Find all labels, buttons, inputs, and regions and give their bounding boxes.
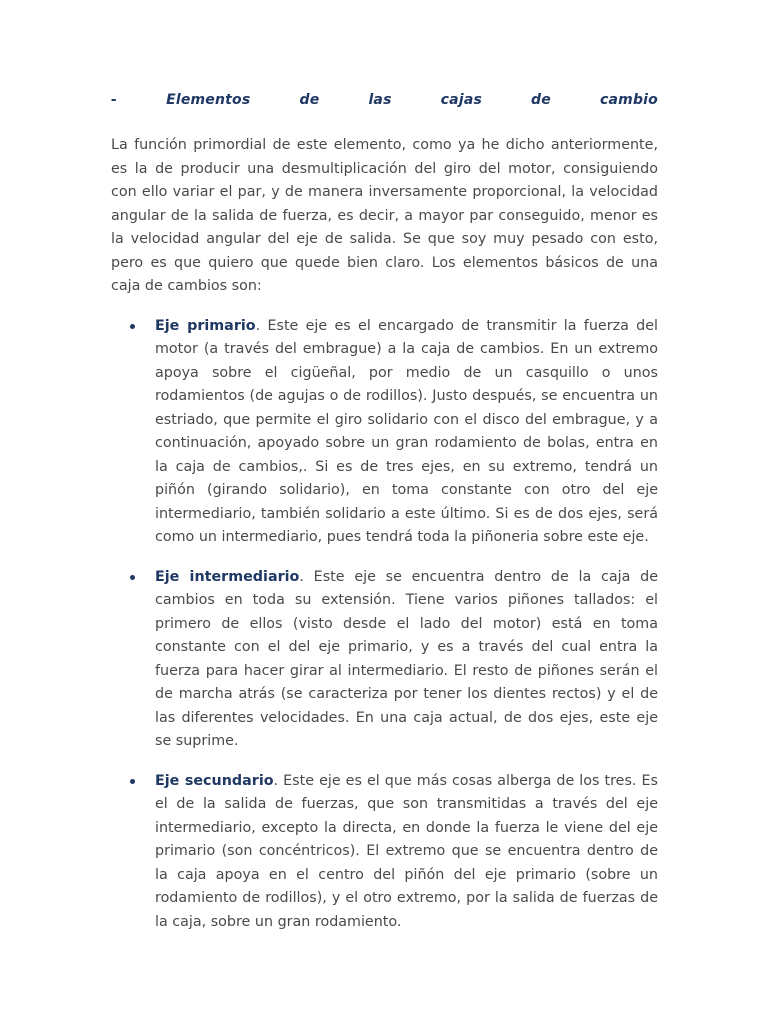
list-item: [111, 566, 658, 754]
heading-word: Elementos: [166, 92, 251, 108]
heading-word: de: [531, 92, 551, 108]
heading-word: de: [299, 92, 320, 108]
heading-word: cambio: [600, 92, 658, 108]
heading-word: las: [368, 92, 392, 108]
document-page: [111, 88, 658, 950]
item-term: Eje primario: [155, 317, 256, 334]
list-item: [111, 770, 658, 935]
item-text: . Este eje es el que más cosas alberga de los tres. Es el de la salida de fuerzas, que son transmitidas a través del eje intermediario, excepto la directa, en donde la fuerza le viene del eje primario (son concéntricos). El extremo que se encuentra dentro de la caja apoya en el centro del piñón del eje primario (sobre un rodamiento de rodillos), y el otro extremo, por la salida de fuerzas de la caja, sobre un gran rodamiento.: [155, 772, 658, 930]
item-text: . Este eje es el encargado de transmitir la fuerza del motor (a través del embrague) a la caja de cambios. En un extremo apoya sobre el cigüeñal, por medio de un casquillo o unos rodamientos (de agujas o de rodillos). Justo después, se encuentra un estriado, que permite el giro solidario con el disco del embrague, y a continuación, apoyado sobre un gran rodamiento de bolas, entra en la caja de cambios,. Si es de tres ejes, en su extremo, tendrá un piñón (girando solidario), en toma constante con otro del eje intermediario, también solidario a este último. Si es de dos ejes, será como un intermediario, pues tendrá toda la piñoneria sobre este eje.: [155, 317, 658, 545]
list-item: [111, 315, 658, 550]
bullet-icon: [130, 324, 135, 329]
bullet-icon: [130, 779, 135, 784]
heading-word: cajas: [440, 92, 482, 108]
intro-paragraph: La función primordial de este elemento, como ya he dicho anteriormente, es la de producir una desmultiplicación del giro del motor, consiguiendo con ello variar el par, y de manera inversamente proporcional, la velocidad angular de la salida de fuerza, es decir, a mayor par conseguido, menor es la velocidad angular del eje de salida. Se que soy muy pesado con esto, pero es que quiero que quede bien claro. Los elementos básicos de una caja de cambios son:: [111, 137, 658, 294]
item-term: Eje intermediario: [155, 568, 300, 585]
bullet-icon: [130, 575, 135, 580]
heading-word: -: [111, 92, 118, 108]
section-heading: [111, 88, 658, 112]
item-text: . Este eje se encuentra dentro de la caja de cambios en toda su extensión. Tiene varios piñones tallados: el primero de ellos (visto desde el lado del motor) está en toma constante con el del eje primario, y es a través del cual entra la fuerza para hacer girar al intermediario. El resto de piñones serán el de marcha atrás (se caracteriza por tener los dientes rectos) y el de las diferentes velocidades. En una caja actual, de dos ejes, este eje se suprime.: [155, 568, 658, 749]
item-term: Eje secundario: [155, 772, 274, 789]
elements-list: [111, 315, 658, 935]
